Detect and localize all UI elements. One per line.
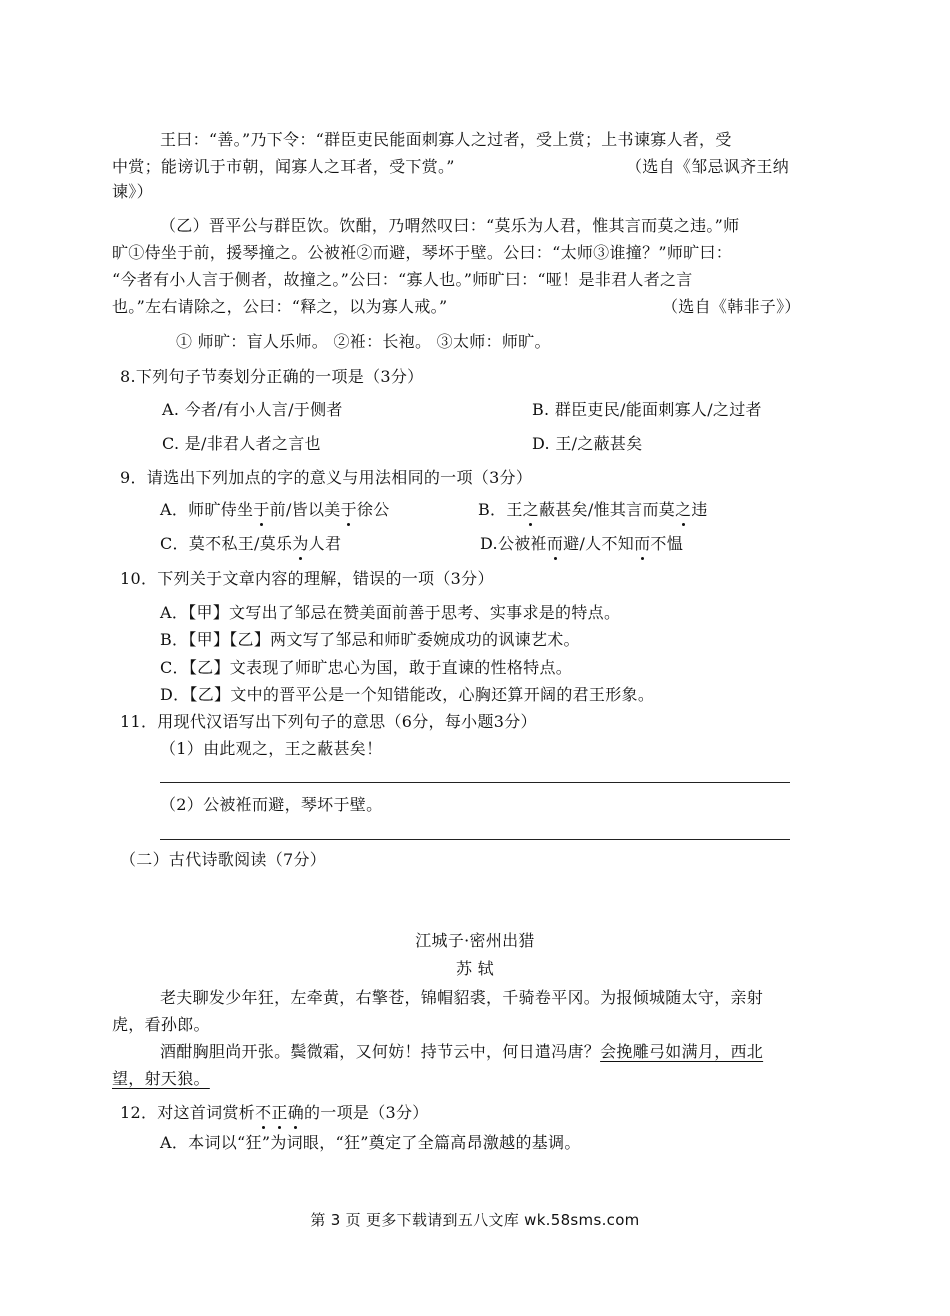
poem-line-1: 老夫聊发少年狂，左牵黄，右擎苍，锦帽貂裘，千骑卷平冈。为报倾城随太守，亲射	[160, 988, 764, 1007]
emphasis-dot: 不	[255, 1103, 272, 1122]
q9-stem: 9．请选出下列加点的字的意义与用法相同的一项（3分）	[120, 468, 533, 487]
section-heading: （二）古代诗歌阅读（7分）	[120, 850, 327, 869]
emphasis-dot: 确	[287, 1103, 304, 1122]
q8-option-c: C. 是/非君人者之言也	[162, 434, 321, 453]
poem-line-3: 酒酣胸胆尚开张。鬓微霜，又何妨！持节云中，何日遣冯唐？会挽雕弓如满月，西北	[160, 1042, 764, 1061]
q9-option-c: C．莫不私王/莫乐为人君	[160, 534, 342, 553]
yi-line-4: 也。”左右请除之，公曰：“释之，以为寡人戒。”	[112, 297, 448, 316]
q9-option-d: D.公被袵而避/人不知而不愠	[480, 534, 683, 553]
yi-line-1: （乙）晋平公与群臣饮。饮酣，乃喟然叹曰：“莫乐为人君，惟其言而莫之违。”师	[160, 216, 740, 235]
emphasis-dot: 为	[292, 534, 309, 553]
q11-stem: 11．用现代汉语写出下列句子的意思（6分，每小题3分）	[120, 712, 537, 731]
yi-source: （选自《韩非子》）	[662, 297, 801, 316]
yi-line-3: “今者有小人言于侧者，故撞之。”公曰：“寡人也。”师旷曰：“哑！是非君人者之言	[112, 270, 693, 289]
yi-notes: ① 师旷：盲人乐师。 ②袵：长袍。 ③太师：师旷。	[176, 332, 551, 351]
q9-option-b: B．王之蔽甚矣/惟其言而莫之违	[478, 500, 708, 519]
emphasis-dot: 而	[634, 534, 651, 553]
emphasis-dot: 之	[522, 500, 539, 519]
q10-option-c: C．【乙】文表现了师旷忠心为国，敢于直谏的性格特点。	[160, 658, 573, 677]
emphasis-dot: 于	[253, 500, 270, 519]
q12-stem: 12．对这首词赏析不正确的一项是（3分）	[120, 1103, 429, 1122]
jia-line-2: 中赏；能谤讥于市朝，闻寡人之耳者，受下赏。”	[112, 157, 455, 176]
answer-line-2[interactable]	[160, 839, 790, 840]
q12-option-a: A．本词以“狂”为词眼，“狂”奠定了全篇高昂激越的基调。	[160, 1133, 581, 1152]
jia-source: （选自《邹忌讽齐王纳	[626, 157, 790, 176]
poem-line-2: 虎，看孙郎。	[112, 1015, 210, 1034]
q11-sentence-1: （1）由此观之，王之蔽甚矣！	[160, 739, 383, 758]
q8-stem: 8.下列句子节奏划分正确的一项是（3分）	[120, 367, 424, 386]
emphasis-dot: 之	[675, 500, 692, 519]
q10-option-b: B．【甲】【乙】两文写了邹忌和师旷委婉成功的讽谏艺术。	[160, 630, 580, 649]
underlined-text: 望，射天狼。	[112, 1069, 210, 1088]
emphasis-dot: 正	[271, 1103, 288, 1122]
q8-option-d: D. 王/之蔽甚矣	[532, 434, 643, 453]
jia-source-end: 谏》）	[112, 182, 153, 201]
yi-line-2: 旷①侍坐于前，援琴撞之。公被袵②而避，琴坏于壁。公曰：“太师③谁撞？”师旷曰：	[112, 243, 733, 262]
answer-line-1[interactable]	[160, 782, 790, 783]
underlined-text: 会挽雕弓如满月，西北	[600, 1042, 764, 1061]
q10-stem: 10．下列关于文章内容的理解，错误的一项（3分）	[120, 569, 494, 588]
q8-option-a: A. 今者/有小人言/于侧者	[162, 400, 343, 419]
page-footer: 第 3 页 更多下载请到五八文库 wk.58sms.com	[310, 1211, 640, 1229]
q10-option-d: D．【乙】文中的晋平公是一个知错能改，心胸还算开阔的君王形象。	[160, 685, 655, 704]
jia-line-1: 王曰：“善。”乃下令：“群臣吏民能面刺寡人之过者，受上赏；上书谏寡人者，受	[160, 130, 732, 149]
emphasis-dot: 于	[340, 500, 357, 519]
q10-option-a: A．【甲】文写出了邹忌在赞美面前善于思考、实事求是的特点。	[160, 603, 621, 622]
q8-option-b: B. 群臣吏民/能面刺寡人/之过者	[532, 400, 762, 419]
poem-line-4	[112, 1068, 210, 1090]
q11-sentence-2: （2）公被袵而避，琴坏于壁。	[160, 795, 383, 814]
poem-author: 苏 轼	[456, 959, 494, 978]
poem-title: 江城子·密州出猎	[415, 931, 535, 950]
q9-option-a: A．师旷侍坐于前/皆以美于徐公	[160, 500, 390, 519]
emphasis-dot: 而	[546, 534, 564, 553]
